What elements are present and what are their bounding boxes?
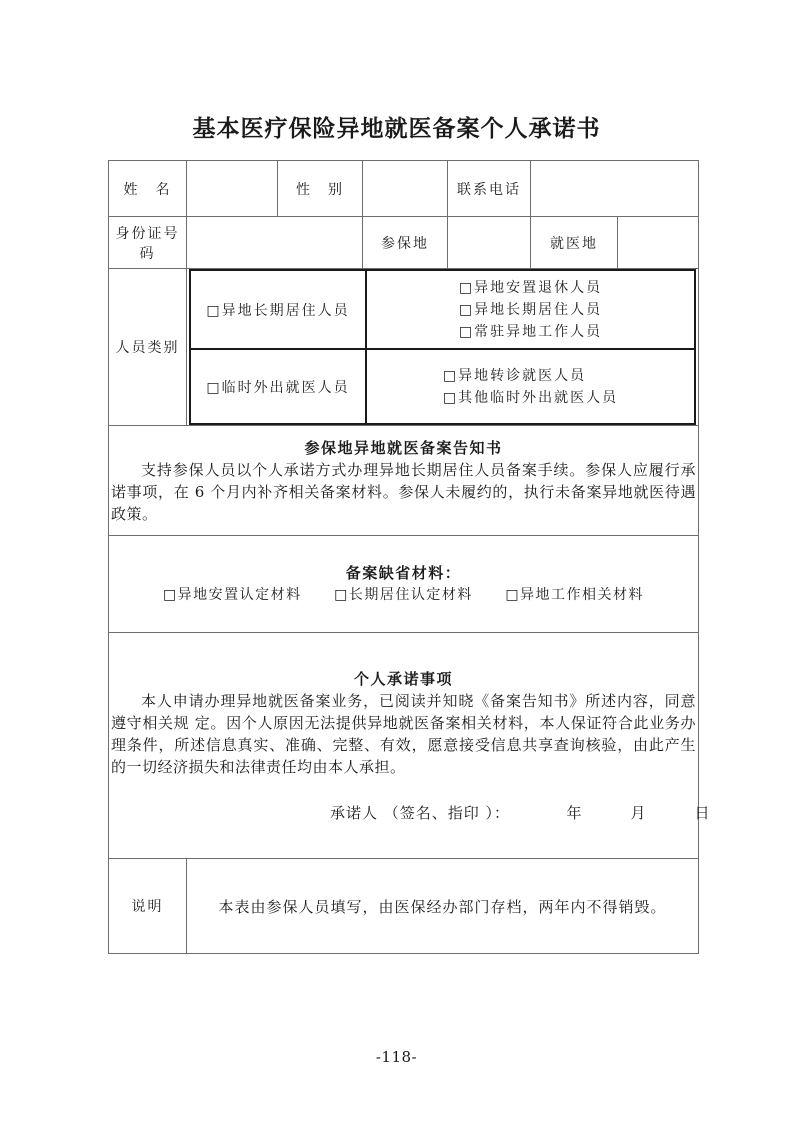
long-term-subtype-list <box>459 277 602 343</box>
treatment-place-label: 就医地 <box>531 217 618 269</box>
checkbox-temporary-outgoing[interactable] <box>190 349 366 424</box>
long-term-subtypes-cell <box>366 270 695 349</box>
commitment-form-table <box>108 160 711 954</box>
commitment-title: 个人承诺事项 <box>353 670 453 688</box>
checkbox-stationed-worker[interactable]: □常驻异地工作人员 <box>458 323 603 340</box>
insured-place-input-cell[interactable] <box>448 217 531 269</box>
notice-title: 参保地异地就医备案告知书 <box>304 438 503 457</box>
checkbox-long-term-living[interactable]: □异地长期居住人员 <box>458 301 603 318</box>
checkbox-option-label: □异地长期居住人员 <box>206 302 350 319</box>
page-number: -118- <box>375 1048 418 1066</box>
insured-place-label: 参保地 <box>363 217 448 269</box>
category-row-temporary <box>190 349 695 424</box>
commitment-body: 本人申请办理异地就医备案业务，已阅读并知晓《备案告知书》所述内容，同意遵守相关规 定。因个人原因无法提供异地就医备案相关材料，本人保证符合此业务办理条件，所述信息真实、准确、完整、有效，愿意接受信息共享查询核验，由此产生的一切经济损失和法律责任均由本人承担。 <box>111 692 696 776</box>
materials-title: 备案缺省材料： <box>345 564 462 582</box>
row-materials <box>109 536 699 633</box>
category-options-area <box>187 269 699 426</box>
row-personnel-category <box>109 269 699 426</box>
temporary-subtype-list <box>443 365 618 409</box>
materials-section <box>109 536 699 633</box>
row-commitment <box>109 633 699 859</box>
name-input-cell[interactable] <box>187 161 278 217</box>
category-label: 人员类别 <box>109 269 187 426</box>
checkbox-other-temporary[interactable]: □其他临时外出就医人员 <box>442 389 619 406</box>
category-row-long-term <box>190 270 695 349</box>
treatment-place-input-cell[interactable] <box>618 217 699 269</box>
id-number-label: 身份证号码 <box>109 217 187 269</box>
category-inner-table <box>189 269 696 425</box>
note-label: 说明 <box>109 859 187 954</box>
checkbox-option-label: □临时外出就医人员 <box>206 379 350 396</box>
gender-label: 性 别 <box>278 161 363 217</box>
commitment-section <box>109 633 711 859</box>
name-label: 姓 名 <box>109 161 187 217</box>
phone-input-cell[interactable] <box>531 161 699 217</box>
row-notice <box>109 426 699 536</box>
checkbox-long-term-resident[interactable] <box>190 270 366 349</box>
checkbox-retired-resettled[interactable]: □异地安置退休人员 <box>458 279 603 296</box>
page-title: 基本医疗保险异地就医备案个人承诺书 <box>192 115 601 142</box>
gender-input-cell[interactable] <box>363 161 448 217</box>
row-name-gender-phone <box>109 161 699 217</box>
signature-line[interactable]: 承诺人 （签名、指印 ）： 年 月 日 <box>330 804 711 822</box>
notice-section <box>109 426 699 536</box>
row-note <box>109 859 699 954</box>
checkbox-referral-treatment[interactable]: □异地转诊就医人员 <box>442 367 587 384</box>
checkbox-residence-material[interactable]: □长期居住认定材料 <box>334 587 473 603</box>
note-cell <box>187 859 699 954</box>
row-id-places <box>109 217 699 269</box>
notice-body: 支持参保人员以个人承诺方式办理异地长期居住人员备案手续。参保人应履行承诺事项，在 6 个月内补齐相关备案材料。参保人未履约的，执行未备案异地就医待遇政策。 <box>111 460 696 523</box>
phone-label: 联系电话 <box>448 161 531 217</box>
note-text: 本表由参保人员填写，由医保经办部门存档，两年内不得销毁。 <box>218 897 667 916</box>
checkbox-work-material[interactable]: □异地工作相关材料 <box>505 587 645 603</box>
checkbox-resettlement-material[interactable]: □异地安置认定材料 <box>162 587 302 603</box>
temporary-subtypes-cell <box>366 349 695 424</box>
materials-options <box>111 584 696 606</box>
id-number-input-cell[interactable] <box>187 217 363 269</box>
